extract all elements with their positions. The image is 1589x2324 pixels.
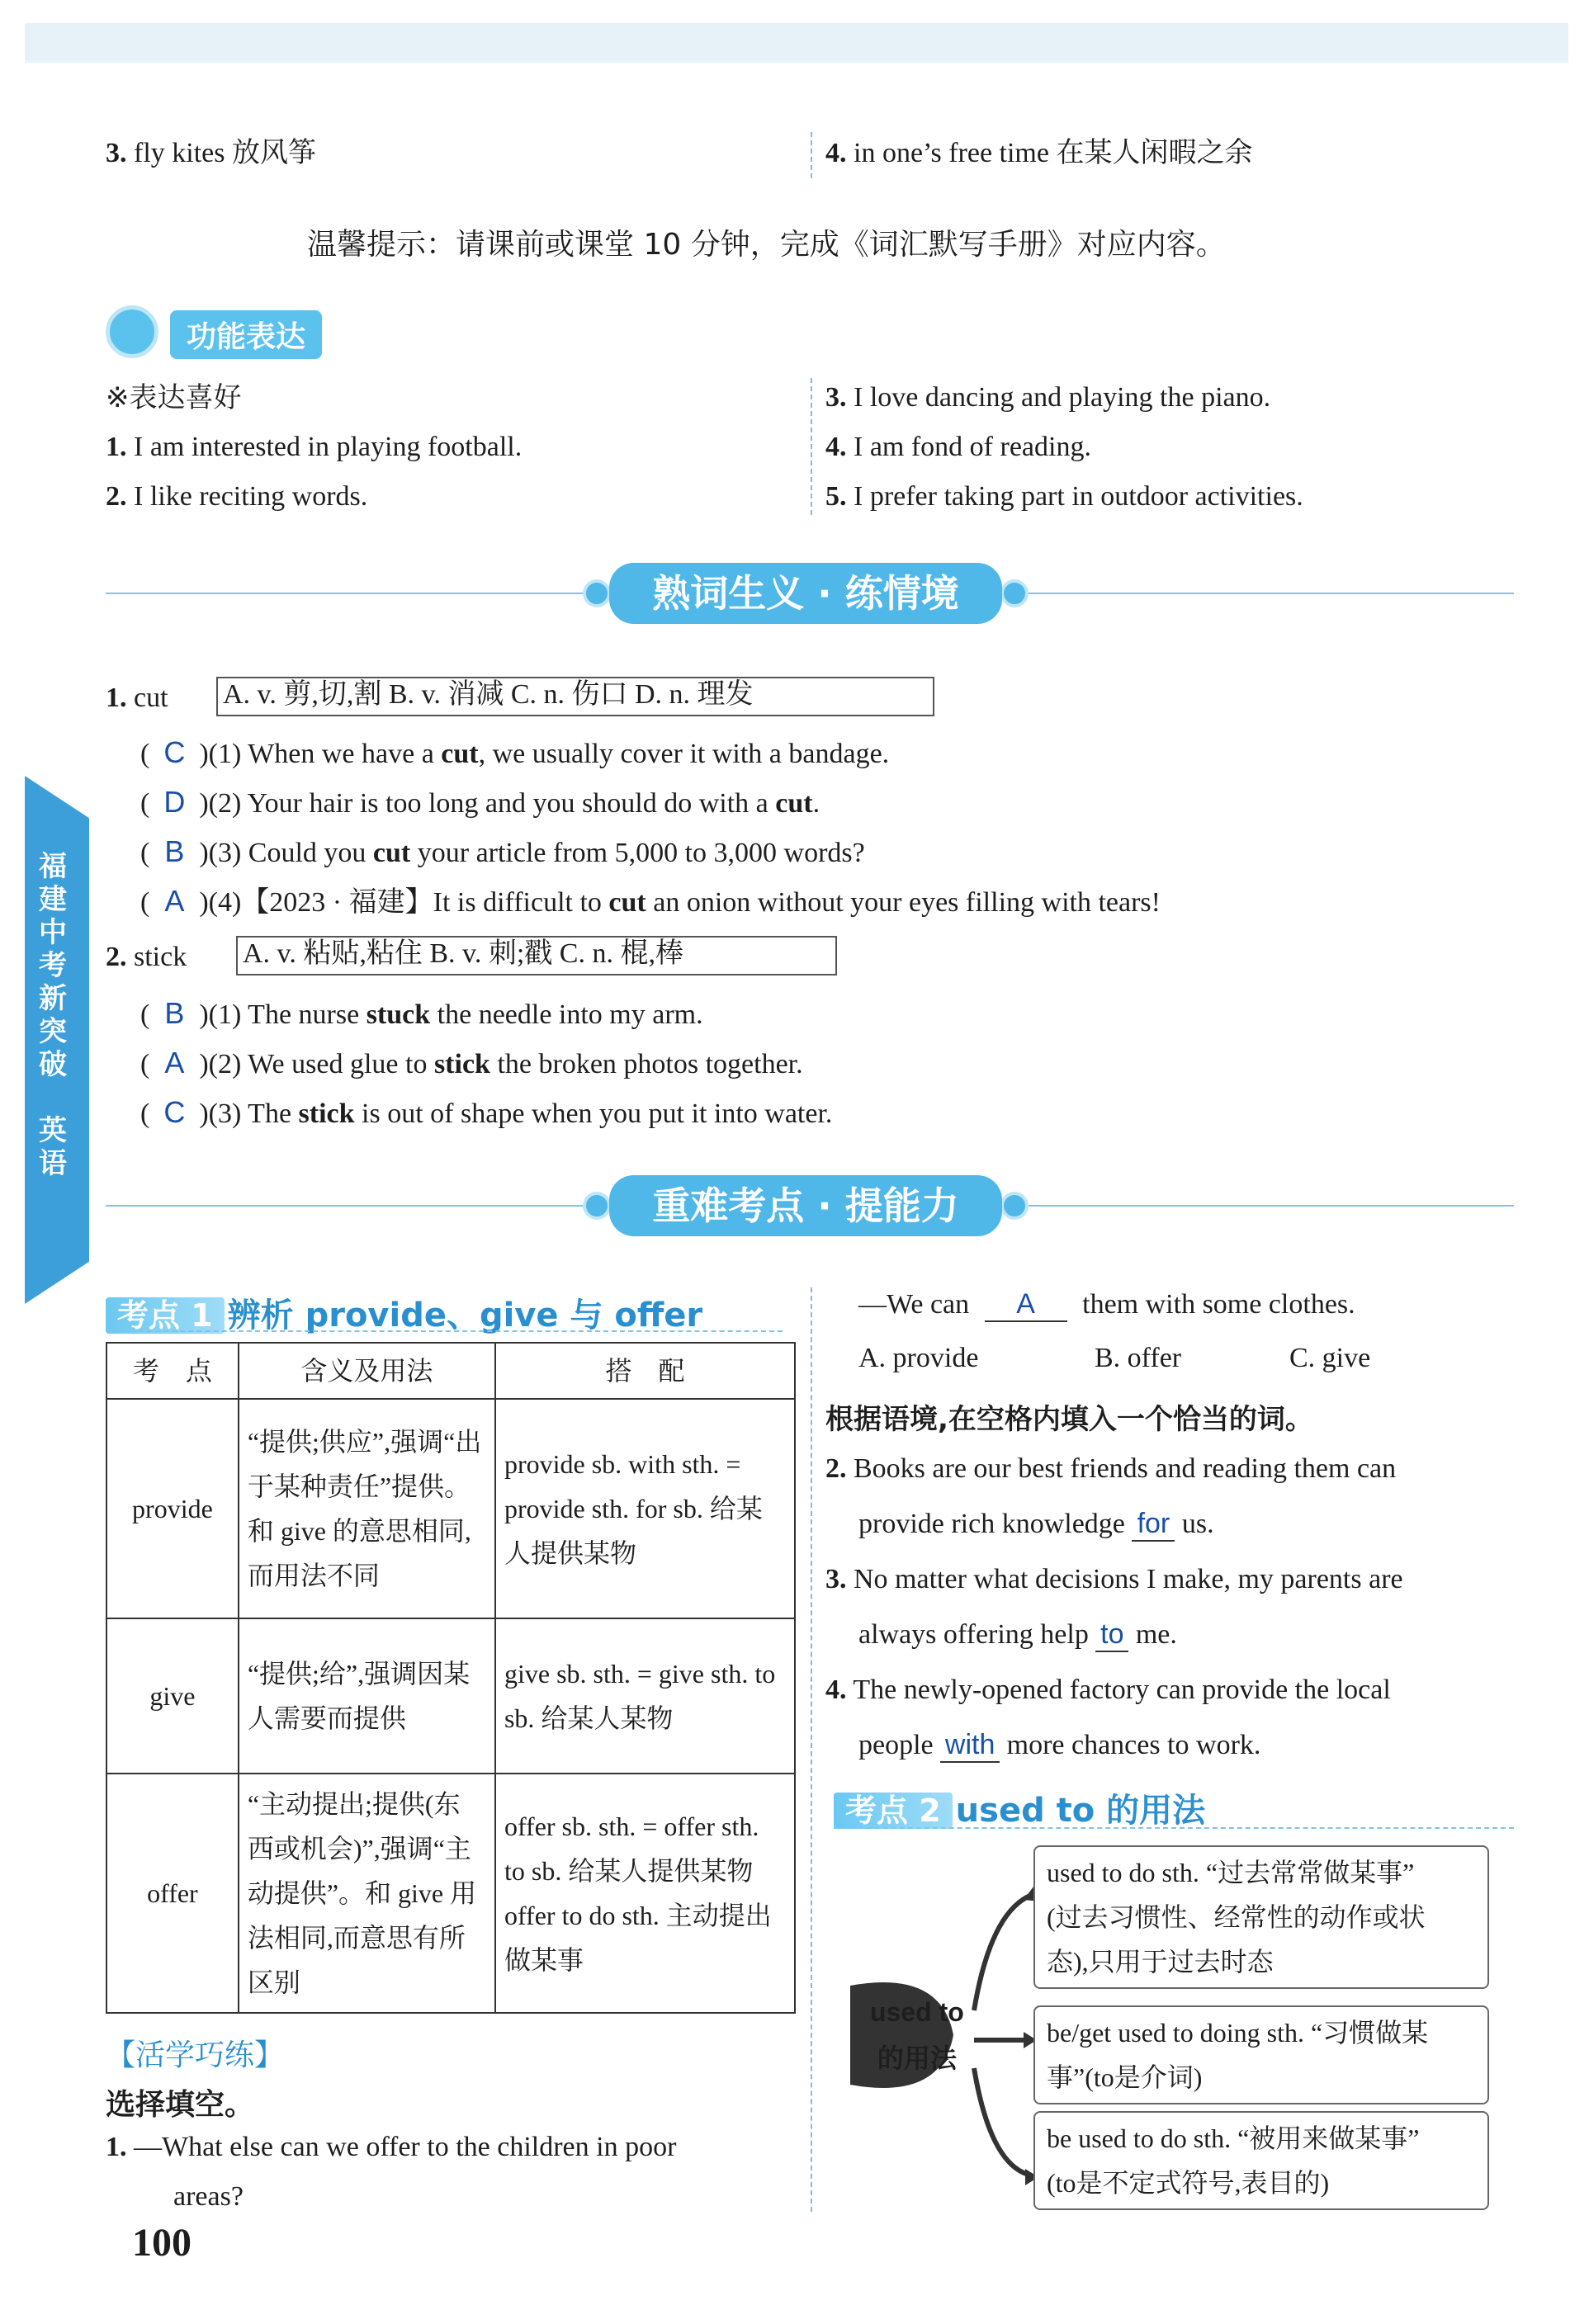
question-row: ( C )(3) The stick is out of shape when you put it into water. [140,1095,833,1129]
answer-blank[interactable]: with [940,1728,1000,1763]
kaodian-title: 辨析 provide、give 与 offer [227,1297,703,1334]
question-row: ( B )(1) The nurse stuck the needle into my arm. [140,996,703,1030]
meaning-box: A. v. 粘贴,粘住 B. v. 刺;戳 C. n. 棍,棒 [236,936,837,975]
table-cell-word: give [106,1618,239,1774]
table-cell-word: offer [106,1774,239,2013]
table-header: 含义及用法 [239,1343,495,1399]
table-cell-meaning: “提供;给”,强调因某人需要而提供 [239,1618,495,1774]
kaodian-underline [834,1827,1514,1829]
table-cell-meaning: “主动提出;提供(东西或机会)”,强调“主动提供”。和 give 用法相同,而意思有所区别 [239,1774,495,2013]
vocab-item: 4. in one’s free time 在某人闲暇之余 [825,138,1253,168]
used-to-center-label: used to 的用法 [870,1997,964,2073]
kaodian-1-header [106,1289,702,1336]
function-item: 2. I like reciting words. [106,481,368,512]
function-item: 3. I love dancing and playing the piano. [825,382,1271,413]
top-band [25,23,1568,63]
word-entry: 1. cut [106,683,168,713]
question-row: ( D )(2) Your hair is too long and you should do with a cut. [140,785,821,819]
fill-question: 2. Books are our best friends and reading them can [825,1453,1397,1484]
banner-dot [1000,579,1029,607]
usage-box: be used to do sth. “被用来做某事” (to是不定式符号,表目的) [1033,2111,1489,2210]
option: C. give [1289,1343,1371,1373]
fill-question-cont: provide rich knowledge for us. [858,1507,1214,1542]
fill-question: 3. No matter what decisions I make, my parents are [825,1564,1403,1594]
table-cell-word: provide [106,1399,239,1618]
practice-reply: —We can A them with some clothes. [858,1287,1355,1322]
usage-box: used to do sth. “过去常常做某事” (过去习惯性、经常性的动作或状 态),只用于过去时态 [1033,1845,1489,1989]
option: B. offer [1095,1343,1182,1373]
fill-question-cont: people with more chances to work. [858,1728,1260,1763]
table-cell-usage: offer sb. sth. = offer sth. to sb. 给某人提供某物 offer to do sth. 主动提出做某事 [495,1774,795,2013]
usage-box: be/get used to doing sth. “习惯做某 事”(to是介词) [1033,2005,1489,2104]
tip-text: 温馨提示：请课前或课堂 10 分钟，完成《词汇默写手册》对应内容。 [307,228,1226,262]
function-item: 5. I prefer taking part in outdoor activities. [825,481,1303,512]
meaning-box: A. v. 剪,切,割 B. v. 消减 C. n. 伤口 D. n. 理发 [216,677,934,716]
word-entry: 2. stick [106,942,187,972]
practice-question: 1. —What else can we offer to the children in poor [106,2132,677,2162]
function-item: 1. I am interested in playing football. [106,432,523,462]
banner-dot [1000,1192,1029,1220]
kaodian-2-header [834,1784,1205,1831]
banner-dot [583,1192,611,1220]
section-banner: 熟词生义 · 练情境 [609,563,1002,624]
kaodian-tag: 考点 1 [106,1297,225,1334]
side-subject: 英语 [39,1114,67,1180]
bulb-icon [106,305,158,358]
column-divider [811,132,812,178]
side-label: 福建中考新突破 [39,850,67,1081]
table-cell-meaning: “提供;供应”,强调“出于某种责任”提供。和 give 的意思相同,而用法不同 [239,1399,495,1618]
question-row: ( A )(4)【2023 · 福建】It is difficult to cut an onion without your eyes filling with tears! [140,884,1161,918]
vocab-item: 3. fly kites 放风筝 [106,138,316,168]
kaodian-title: used to 的用法 [955,1792,1206,1830]
fill-question-cont: always offering help to me. [858,1618,1177,1652]
fill-question: 4. The newly-opened factory can provide the local [825,1675,1391,1705]
question-row: ( B )(3) Could you cut your article from 5,000 to 3,000 words? [140,834,865,868]
table-cell-usage: provide sb. with sth. = provide sth. for sb. 给某人提供某物 [495,1399,795,1618]
kaodian-tag: 考点 2 [834,1793,953,1829]
answer-blank[interactable]: to [1095,1618,1128,1652]
section-banner: 重难考点 · 提能力 [609,1175,1002,1236]
option: A. provide [858,1343,979,1373]
fill-instruction: 根据语境,在空格内填入一个恰当的词。 [825,1403,1313,1436]
table-header: 搭 配 [495,1343,795,1399]
kaodian-table [106,1342,796,2014]
question-row: ( A )(2) We used glue to stick the broken photos together. [140,1046,803,1079]
function-badge: 功能表达 [170,310,322,359]
practice-label: 【活学巧练】 [106,2038,285,2072]
kaodian-underline [106,1330,783,1332]
answer-blank[interactable]: A [985,1287,1067,1322]
question-row: ( C )(1) When we have a cut, we usually cover it with a bandage. [140,735,890,769]
column-divider [811,1287,812,2212]
page-number: 100 [132,2221,192,2265]
answer-blank[interactable]: for [1132,1507,1175,1542]
column-divider [811,378,812,515]
banner-dot [583,579,611,607]
function-item: 4. I am fond of reading. [825,432,1091,462]
practice-instruction: 选择填空。 [106,2088,255,2122]
practice-question-cont: areas? [173,2181,244,2212]
table-cell-usage: give sb. sth. = give sth. to sb. 给某人某物 [495,1618,795,1774]
function-heading: ※表达喜好 [106,381,242,414]
table-header: 考 点 [106,1343,239,1399]
